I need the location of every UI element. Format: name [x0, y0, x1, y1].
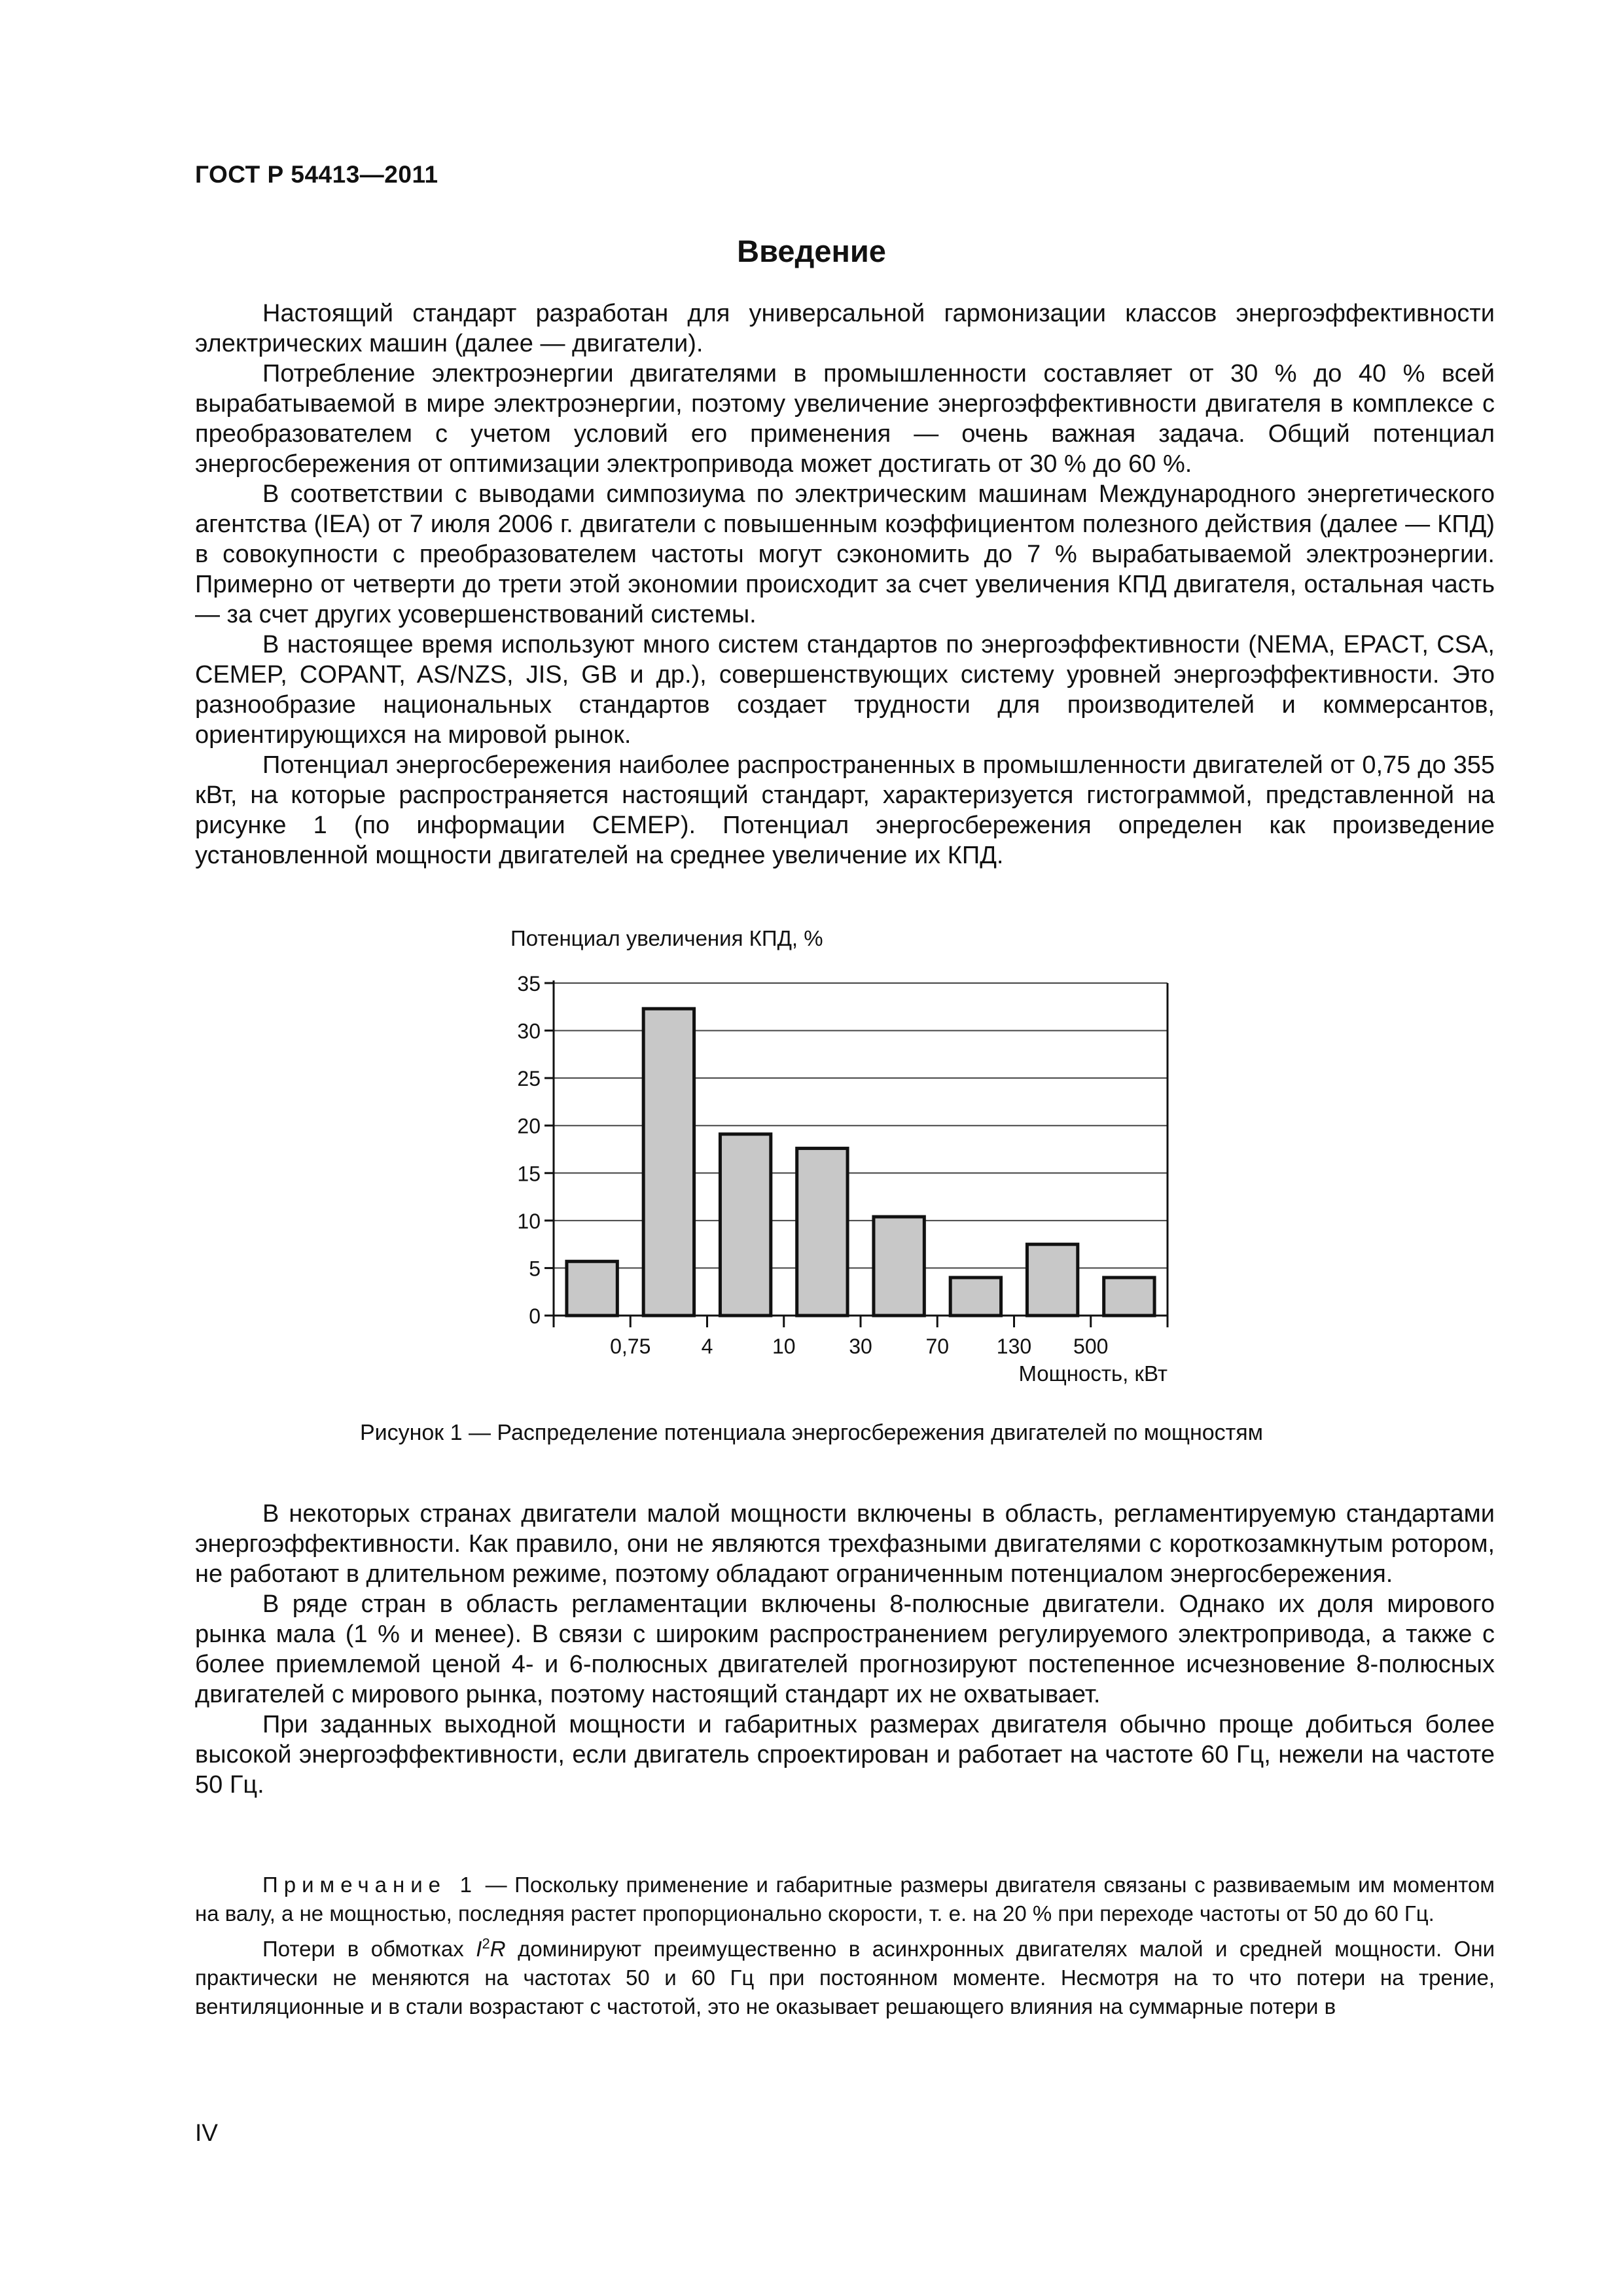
x-tick-label: 500: [1073, 1335, 1109, 1358]
x-axis-label: Мощность, кВт: [1018, 1361, 1168, 1386]
paragraph: В соответствии с выводами симпозиума по электрическим машинам Международного энергетического агентства (IEA) от 7 июля 2006 г. двигатели с повышенным коэффициентом полезного действия (далее — КПД) в совокупности с преобразователем частоты могут сэкономить до 7 % вырабатываемой электроэнергии. Примерно от четверти до трети этой экономии происходит за счет увеличения КПД двигателя, остальная часть — за счет других усовершенствований системы.: [195, 480, 1495, 628]
y-tick-label: 35: [517, 972, 541, 996]
bar: [797, 1149, 847, 1316]
bar: [720, 1134, 770, 1316]
x-tick-label: 30: [849, 1335, 872, 1358]
y-axis-label: Потенциал увеличения КПД, %: [510, 929, 823, 950]
paragraph: При заданных выходной мощности и габаритных размерах двигателя обычно проще добиться более высокой энергоэффективности, если двигатель спроектирован и работает на частоте 60 Гц, нежели на частоте 50 Гц.: [195, 1711, 1495, 1799]
figure-1: [458, 929, 1243, 1401]
bar: [950, 1278, 1001, 1316]
y-tick-label: 30: [517, 1019, 541, 1043]
paragraph: Потребление электроэнергии двигателями в промышленности составляет от 30 % до 40 % всей вырабатываемой в мире электроэнергии, поэтому увеличение энергоэффективности двигателя в комплексе с преобразователем с учетом условий его применения — очень важная задача. Общий потенциал энергосбережения от оптимизации электропривода может достигать от 30 % до 60 %.: [195, 360, 1495, 478]
x-tick-label: 4: [701, 1335, 713, 1358]
bar: [567, 1261, 617, 1316]
page-number: IV: [195, 2119, 218, 2146]
note-label: Примечание 1: [262, 1873, 478, 1897]
document-header: ГОСТ Р 54413—2011: [195, 161, 438, 188]
formula-sup: 2: [482, 1935, 490, 1952]
bar: [1104, 1278, 1154, 1316]
note-text: — Поскольку применение и габаритные размеры двигателя связаны с развиваемым им моментом на валу, а не мощностью, последняя растет пропорционально скорости, т. е. на 20 % при переходе частоты от 50 до 60 Гц.: [195, 1873, 1495, 1926]
x-tick-label: 0,75: [610, 1335, 651, 1358]
y-tick-label: 0: [529, 1304, 541, 1328]
paragraph: Потенциал энергосбережения наиболее распространенных в промышленности двигателей от 0,75 до 355 кВт, на которые распространяется настоящий стандарт, характеризуется гистограммой, представленной на рисунке 1 (по информации CEMEP). Потенциал энергосбережения определен как произведение установленной мощности двигателей на среднее увеличение их КПД.: [195, 751, 1495, 869]
y-tick-label: 25: [517, 1067, 541, 1091]
x-tick-label: 10: [772, 1335, 796, 1358]
intro-text: [195, 298, 1495, 870]
histogram-chart: [458, 929, 1243, 1401]
x-tick-label: 70: [925, 1335, 950, 1358]
chart-bars: [567, 1009, 1154, 1316]
note-paragraph: [195, 1871, 1495, 1928]
body-text: [195, 1499, 1495, 1800]
bar: [643, 1009, 694, 1316]
formula-r: R: [490, 1937, 506, 1961]
paragraph: В настоящее время используют много систем стандартов по энергоэффективности (NEMA, EPACT, CSA, CEMEP, COPANT, AS/NZS, JIS, GB и др.), совершенствующих систему уровней энергоэффективности. Это разнообразие национальных стандартов создает трудности для производителей и коммерсантов, ориентирующихся на мировой рынок.: [195, 631, 1495, 749]
bar: [1027, 1244, 1077, 1316]
paragraph: В некоторых странах двигатели малой мощности включены в область, регламентируемую стандартами энергоэффективности. Как правило, они не являются трехфазными двигателями с короткозамкнутым ротором, не работают в длительном режиме, поэтому обладают ограниченным потенциалом энергосбережения.: [195, 1500, 1495, 1588]
figure-caption: Рисунок 1 — Распределение потенциала энергосбережения двигателей по мощностям: [359, 1420, 1264, 1445]
note-paragraph-2: Потери в обмотках $I^2R$ доминируют преимущественно в асинхронных двигателях малой и средней мощности. Они практически не меняются на частотах 50 и 60 Гц при постоянном моменте. Несмотря на то что потери на трение, вентиляционные и в стали возрастают с частотой, это не оказывает решающего влияния на суммарные потери в: [195, 1935, 1495, 2018]
paragraph: Настоящий стандарт разработан для универсальной гармонизации классов энергоэффективности электрических машин (далее — двигатели).: [195, 300, 1495, 357]
y-tick-label: 15: [517, 1162, 541, 1186]
note-block: [195, 1871, 1495, 2028]
paragraph: В ряде стран в область регламентации включены 8-полюсные двигатели. Однако их доля мирового рынка мала (1 % и менее). В связи с широким распространением регулируемого электропривода, а также с более приемлемой ценой 4- и 6-полюсных двигателей прогнозируют постепенное исчезновение 8-полюсных двигателей с мирового рынка, поэтому настоящий стандарт их не охватывает.: [195, 1590, 1495, 1708]
section-title: Введение: [737, 234, 886, 268]
y-tick-label: 5: [529, 1257, 541, 1281]
bar: [874, 1217, 924, 1316]
y-tick-label: 10: [517, 1209, 541, 1233]
y-tick-label: 20: [517, 1114, 541, 1138]
formula-i: I: [476, 1937, 482, 1961]
x-tick-label: 130: [996, 1335, 1032, 1358]
